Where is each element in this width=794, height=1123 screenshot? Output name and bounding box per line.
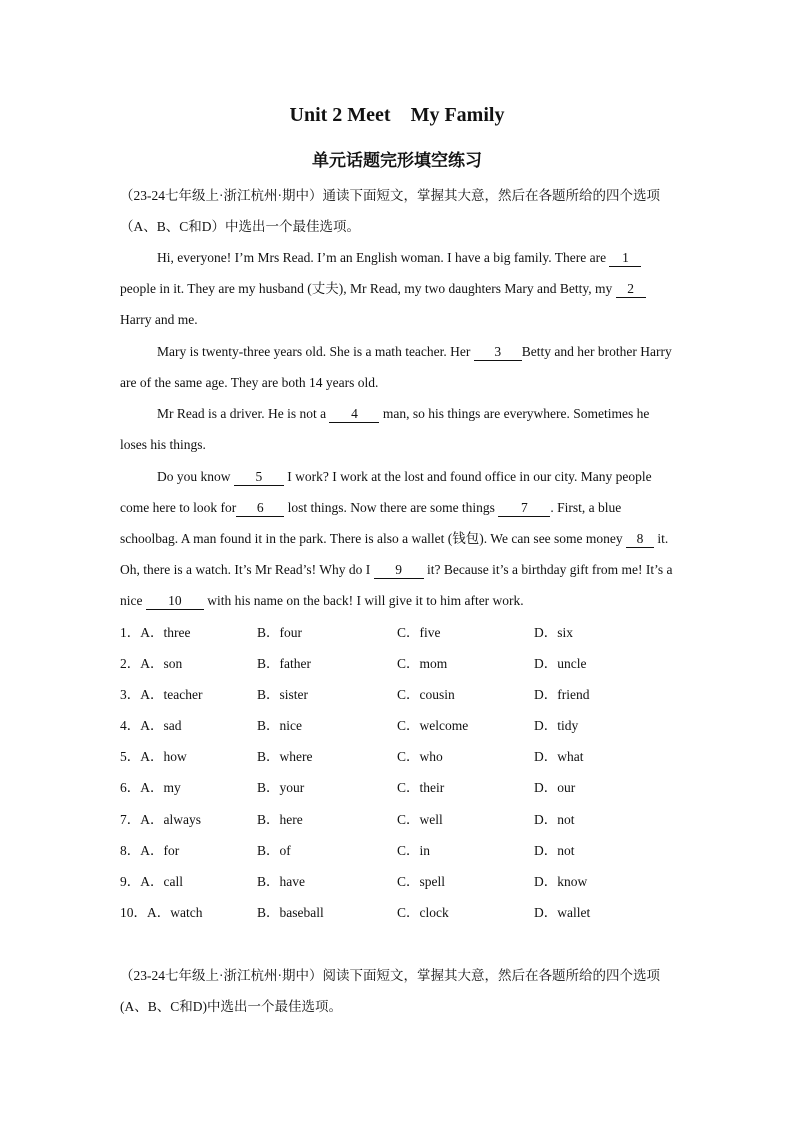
question-number: 10． xyxy=(120,904,147,920)
option-d: D．wallet xyxy=(534,904,591,920)
question-number: 3． xyxy=(120,687,141,703)
option-c: C．spell xyxy=(397,873,446,889)
option-a: A．son xyxy=(140,656,183,672)
option-c: C．mom xyxy=(397,656,448,672)
blank-9: 9 xyxy=(374,562,424,579)
question-row xyxy=(120,804,680,835)
blank-2: 2 xyxy=(616,281,646,298)
option-a: A．sad xyxy=(140,718,182,734)
question-row xyxy=(120,772,680,803)
blank-10: 10 xyxy=(146,593,204,610)
question-number: 9． xyxy=(120,873,141,889)
question-row xyxy=(120,617,680,648)
question-number: 4． xyxy=(120,718,141,734)
option-b: B．your xyxy=(257,780,305,796)
option-b: B．have xyxy=(257,873,305,889)
section-2-instructions: （23-24七年级上·浙江杭州·期中）阅读下面短文，掌握其大意，然后在各题所给的四个选项(A、B、C和D)中选出一个最佳选项。 xyxy=(120,968,660,1014)
option-d: D．know xyxy=(534,873,588,889)
section-1-instructions: （23-24七年级上·浙江杭州·期中）通读下面短文，掌握其大意，然后在各题所给的四个选项（A、B、C和D）中选出一个最佳选项。 xyxy=(120,188,660,234)
passage-paragraph-1: Hi, everyone! I’m Mrs Read. I’m an English woman. I have a big family. There are 1 people in it. They are my husband (丈夫), Mr Read, my two daughters Mary and Betty, my 2 Harry and me. xyxy=(120,242,676,335)
option-d: D．not xyxy=(534,842,575,858)
option-b: B．four xyxy=(257,625,302,640)
option-b: B．father xyxy=(257,656,311,672)
option-d: D．our xyxy=(534,780,576,796)
question-number: 5． xyxy=(120,749,141,765)
question-number: 2． xyxy=(120,656,141,672)
question-row xyxy=(120,897,680,928)
blank-8: 8 xyxy=(626,531,654,548)
option-c: C．clock xyxy=(397,904,449,920)
option-a: A．for xyxy=(140,842,180,858)
option-a: A．my xyxy=(140,780,181,796)
question-row xyxy=(120,648,680,679)
option-a: A．always xyxy=(140,811,201,827)
passage-paragraph-2: Mary is twenty-three years old. She is a math teacher. Her 3 Betty and her brother Harry are of the same age. They are both 14 years old. xyxy=(120,344,672,390)
option-d: D．tidy xyxy=(534,718,579,734)
option-a: A．watch xyxy=(147,904,203,920)
blank-5: 5 xyxy=(234,469,284,486)
option-d: D．six xyxy=(534,625,574,640)
option-d: D．what xyxy=(534,749,584,765)
passage-paragraph-4: Do you know 5 I work? I work at the lost and found office in our city. Many people come here to look for 6 lost things. Now there are some things 7 . First, a blue schoolbag. A man found it in the park. There is also a wallet (钱包). We can see some money 8 it. Oh, there is a watch. It’s Mr Read’s! Why do I 9 it? Because it’s a birthday gift from me! It’s a nice 10 with his name on the back! I will give it to him after work. xyxy=(120,469,673,608)
option-b: B．nice xyxy=(257,718,302,734)
blank-3: 3 xyxy=(474,344,522,361)
option-b: B．of xyxy=(257,842,291,858)
option-b: B．baseball xyxy=(257,904,324,920)
option-a: A．teacher xyxy=(140,687,203,703)
option-c: C．in xyxy=(397,842,431,858)
question-row xyxy=(120,741,680,772)
question-number: 8． xyxy=(120,842,141,858)
question-number: 1． xyxy=(120,625,141,640)
page-title: Unit 2 Meet My Family xyxy=(289,104,505,126)
option-d: D．friend xyxy=(534,687,590,703)
option-c: C．cousin xyxy=(397,687,455,703)
question-number: 6． xyxy=(120,780,141,796)
option-c: C．their xyxy=(397,780,445,796)
option-a: A．call xyxy=(140,873,183,889)
page-subtitle: 单元话题完形填空练习 xyxy=(312,151,482,170)
option-d: D．not xyxy=(534,811,575,827)
question-row xyxy=(120,866,680,897)
passage-paragraph-3: Mr Read is a driver. He is not a 4 man, so his things are everywhere. Sometimes he loses his things. xyxy=(120,406,650,452)
question-row xyxy=(120,835,680,866)
option-b: B．here xyxy=(257,811,303,827)
blank-1: 1 xyxy=(609,250,641,267)
option-c: C．five xyxy=(397,625,441,640)
option-b: B．sister xyxy=(257,687,309,703)
option-c: C．who xyxy=(397,749,443,765)
question-row xyxy=(120,710,680,741)
blank-4: 4 xyxy=(329,406,379,423)
blank-6: 6 xyxy=(236,500,284,517)
question-row xyxy=(120,679,680,710)
option-c: C．welcome xyxy=(397,718,469,734)
blank-7: 7 xyxy=(498,500,550,517)
option-b: B．where xyxy=(257,749,313,765)
option-a: A．three xyxy=(140,625,191,640)
option-c: C．well xyxy=(397,811,443,827)
question-number: 7． xyxy=(120,811,141,827)
option-a: A．how xyxy=(140,749,187,765)
option-d: D．uncle xyxy=(534,656,587,672)
answer-options xyxy=(120,617,680,928)
